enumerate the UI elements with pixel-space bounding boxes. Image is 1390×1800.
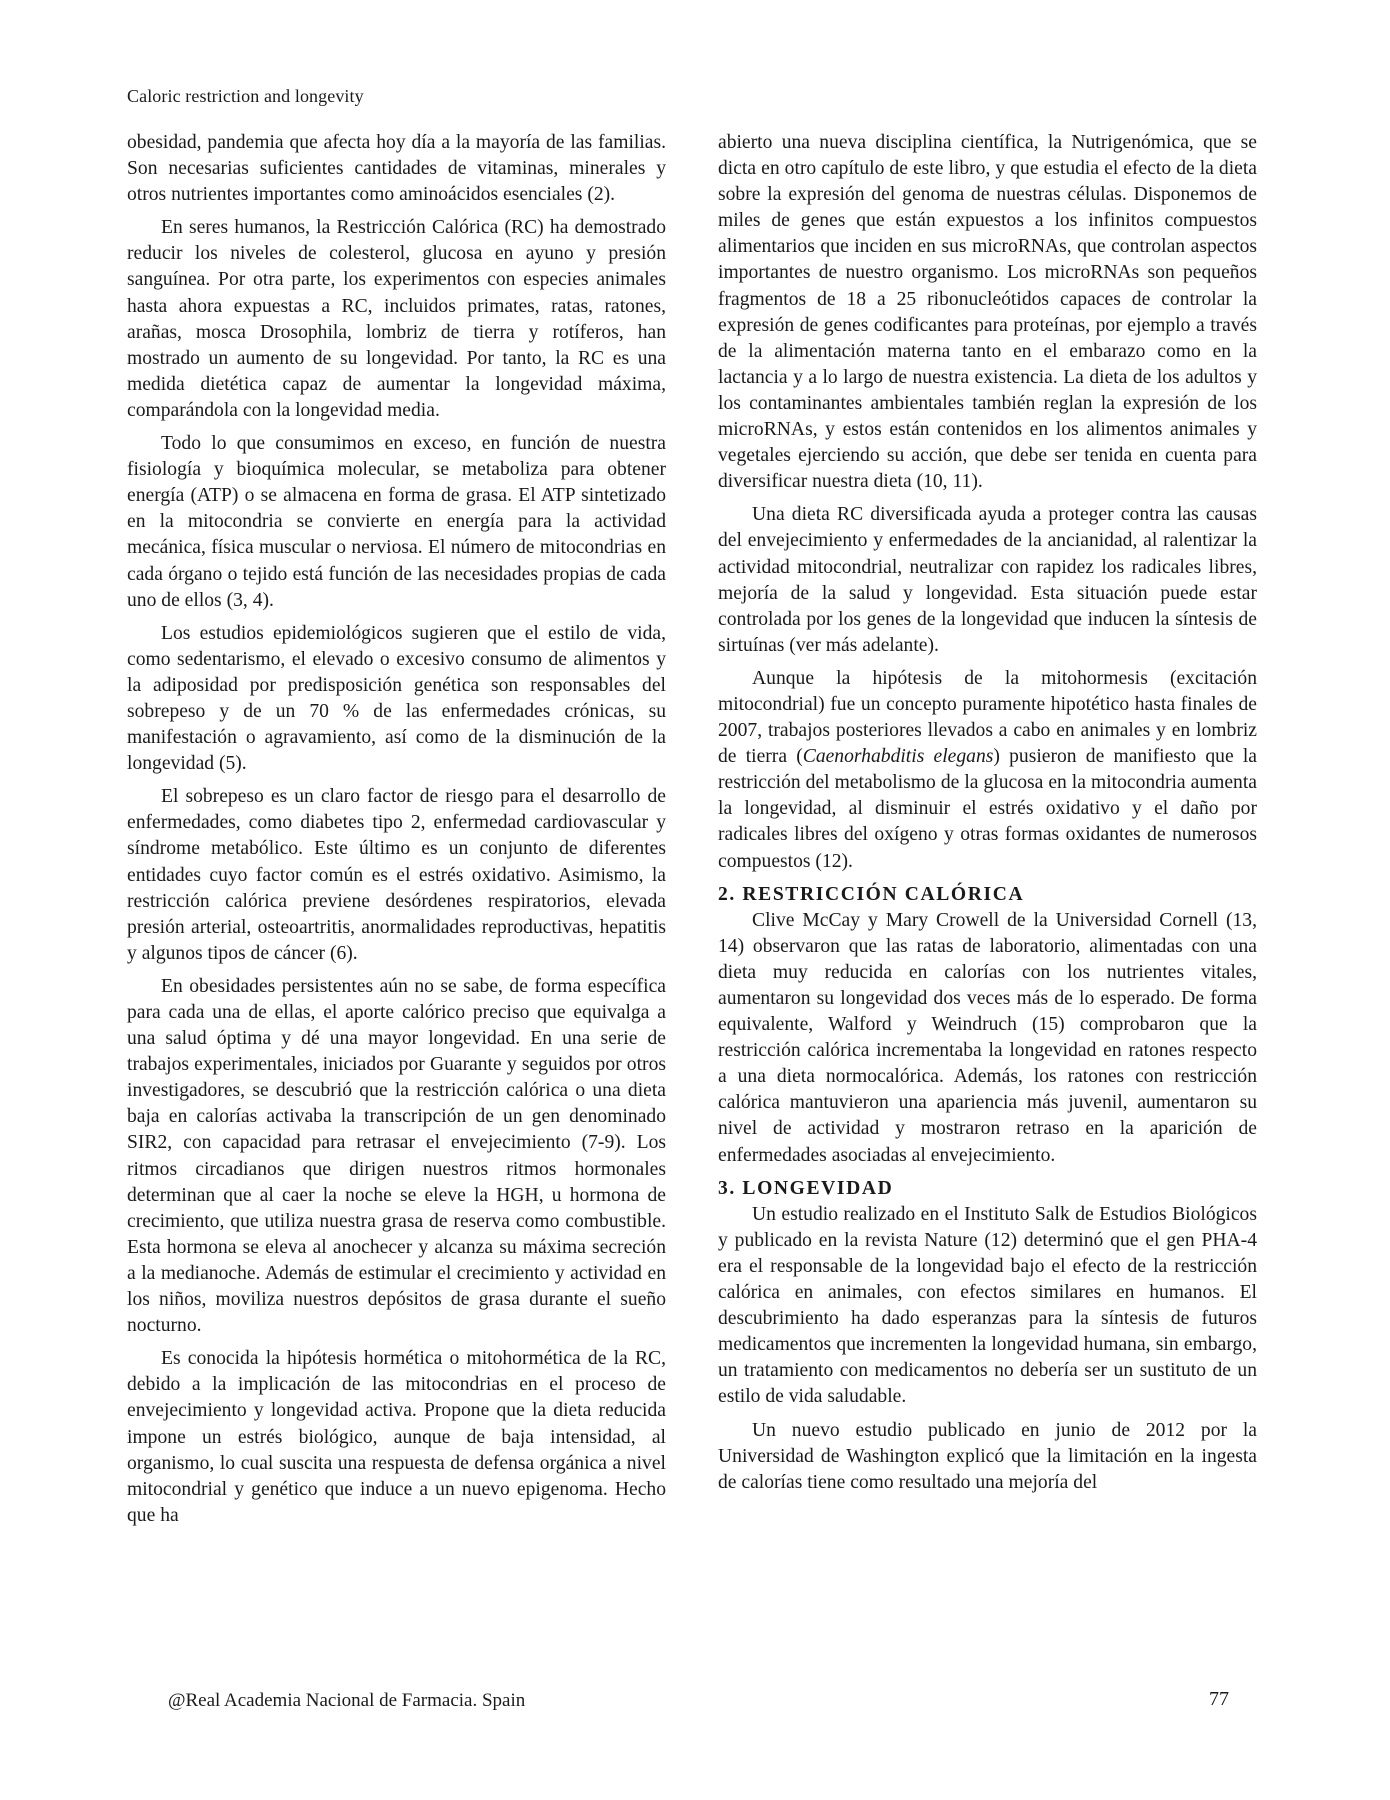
paragraph: Es conocida la hipótesis hormética o mitohormética de la RC, debido a la implicación de las mitocondrias en el proceso de envejecimiento y longevidad activa. Propone que la dieta reducida impone un estrés biológico, aunque de baja intensidad, al organismo, lo cual suscita una respuesta de defensa orgánica a nivel mitocondrial y genético que induce a un nuevo epigenoma. Hecho que ha xyxy=(127,1348,666,1526)
left-column xyxy=(127,130,666,1536)
footer-publisher: @Real Academia Nacional de Farmacia. Spain xyxy=(168,1690,526,1711)
paragraph: Una dieta RC diversificada ayuda a proteger contra las causas del envejecimiento y enfermedades de la ancianidad, al ralentizar la actividad mitocondrial, neutralizar con rapidez los radicales libres, mejoría de la salud y longevidad. Esta situación puede estar controlada por los genes de la longevidad que inducen la síntesis de sirtuínas (ver más adelante). xyxy=(718,504,1257,656)
right-column xyxy=(718,130,1257,1503)
running-title: Caloric restriction and longevity xyxy=(127,86,364,106)
paragraph: Un nuevo estudio publicado en junio de 2012 por la Universidad de Washington explicó que la limitación en la ingesta de calorías tiene como resultado una mejoría del xyxy=(718,1419,1257,1493)
paragraph: obesidad, pandemia que afecta hoy día a la mayoría de las familias. Son necesarias suficientes cantidades de vitaminas, minerales y otros nutrientes importantes como aminoácidos esenciales (2). xyxy=(127,132,666,206)
paragraph-text: ) pusieron de manifiesto que la restricción del metabolismo de la glucosa en la mitocondria aumenta la longevidad, al disminuir el estrés oxidativo y el daño por radicales libres del oxígeno y otras formas oxidantes de numerosos compuestos (12). xyxy=(718,746,1257,872)
paragraph: Clive McCay y Mary Crowell de la Universidad Cornell (13, 14) observaron que las ratas de laboratorio, alimentadas con una dieta muy reducida en calorías con los nutrientes vitales, aumentaron su longevidad dos veces más de lo esperado. De forma equivalente, Walford y Weindruch (15) comprobaron que la restricción calórica incrementaba la longevidad en ratones respecto a una dieta normocalórica. Además, los ratones con restricción calórica mantuvieron una apariencia más juvenil, aumentaron su nivel de actividad y mostraron retraso en la aparición de enfermedades asociadas al envejecimiento. xyxy=(718,909,1257,1166)
paragraph: En obesidades persistentes aún no se sabe, de forma específica para cada una de ellas, el aporte calórico preciso que equivalga a una salud óptima y dé una mayor longevidad. En una serie de trabajos experimentales, iniciados por Guarante y seguidos por otros investigadores, se descubrió que la restricción calórica o una dieta baja en calorías activaba la transcripción de un gen denominado SIR2, con capacidad para retrasar el envejecimiento (7-9). Los ritmos circadianos que dirigen nuestros ritmos hormonales determinan que al caer la noche se eleve la HGH, u hormona de crecimiento, que utiliza nuestra grasa de reserva como combustible. Esta hormona se eleva al anochecer y alcanza su máxima secreción a la medianoche. Además de estimular el crecimiento y actividad en los niños, moviliza nuestros depósitos de grasa durante el sueño nocturno. xyxy=(127,975,666,1337)
page-number: 77 xyxy=(1209,1688,1229,1710)
section-heading: 3. LONGEVIDAD xyxy=(718,1177,894,1199)
paragraph: El sobrepeso es un claro factor de riesgo para el desarrollo de enfermedades, como diabetes tipo 2, enfermedad cardiovascular y síndrome metabólico. Este último es un conjunto de diferentes entidades cuyo factor común es el estrés oxidativo. Asimismo, la restricción calórica previene desórdenes respiratorios, elevada presión arterial, osteoartritis, anormalidades reproductivas, hepatitis y algunos tipos de cáncer (6). xyxy=(127,786,666,964)
paragraph: abierto una nueva disciplina científica, la Nutrigenómica, que se dicta en otro capítulo de este libro, y que estudia el efecto de la dieta sobre la expresión del genoma de nuestras células. Disponemos de miles de genes que están expuestos a los infinitos compuestos alimentarios que inciden en sus microRNAs, que controlan aspectos importantes de nuestro organismo. Los microRNAs son pequeños fragmentos de 18 a 25 ribonucleótidos capaces de controlar la expresión de genes codificantes para proteínas, por ejemplo a través de la alimentación materna tanto en el embarazo como en la lactancia y a lo largo de nuestra existencia. La dieta de los adultos y los contaminantes ambientales también reglan la expresión de los microRNAs, y estos están contenidos en los alimentos animales y vegetales ejerciendo su acción, que debe ser tenida en cuenta para diversificar nuestra dieta (10, 11). xyxy=(718,132,1257,493)
species-name: Caenorhabditis elegans xyxy=(802,746,994,768)
section-heading: 2. RESTRICCIÓN CALÓRICA xyxy=(718,883,1025,905)
paragraph: Los estudios epidemiológicos sugieren que el estilo de vida, como sedentarismo, el elevado o excesivo consumo de alimentos y la adiposidad por predisposición genética son responsables del sobrepeso y de un 70 % de las enfermedades crónicas, su manifestación o agravamiento, así como de la disminución de la longevidad (5). xyxy=(127,622,666,775)
paragraph-text: Aunque la hipótesis de la mitohormesis (excitación mitocondrial) fue un concepto puramente hipotético hasta finales de 2007, trabajos posteriores llevados a cabo en animales y en lombriz de tierra ( xyxy=(718,667,1257,768)
paragraph: En seres humanos, la Restricción Calórica (RC) ha demostrado reducir los niveles de colesterol, glucosa en ayuno y presión sanguínea. Por otra parte, los experimentos con especies animales hasta ahora expuestas a RC, incluidos primates, ratas, ratones, arañas, mosca Drosophila, lombriz de tierra y rotíferos, han mostrado un aumento de su longevidad. Por tanto, la RC es una medida dietética capaz de aumentar la longevidad máxima, comparándola con la longevidad media. xyxy=(127,217,666,421)
paragraph: Un estudio realizado en el Instituto Salk de Estudios Biológicos y publicado en la revista Nature (12) determinó que el gen PHA-4 era el responsable de la longevidad bajo el efecto de la restricción calórica en animales, con efectos similares en humanos. El descubrimiento ha dado esperanzas para la síntesis de futuros medicamentos que incrementen la longevidad humana, sin embargo, un tratamiento con medicamentos no debería ser un sustituto de un estilo de vida saludable. xyxy=(718,1203,1257,1408)
paragraph: Todo lo que consumimos en exceso, en función de nuestra fisiología y bioquímica molecular, se metaboliza para obtener energía (ATP) o se almacena en forma de grasa. El ATP sintetizado en la mitocondria se convierte en energía para la actividad mecánica, física muscular o nerviosa. El número de mitocondrias en cada órgano o tejido está función de las necesidades propias de cada uno de ellos (3, 4). xyxy=(127,433,666,611)
paragraph xyxy=(718,666,1257,875)
